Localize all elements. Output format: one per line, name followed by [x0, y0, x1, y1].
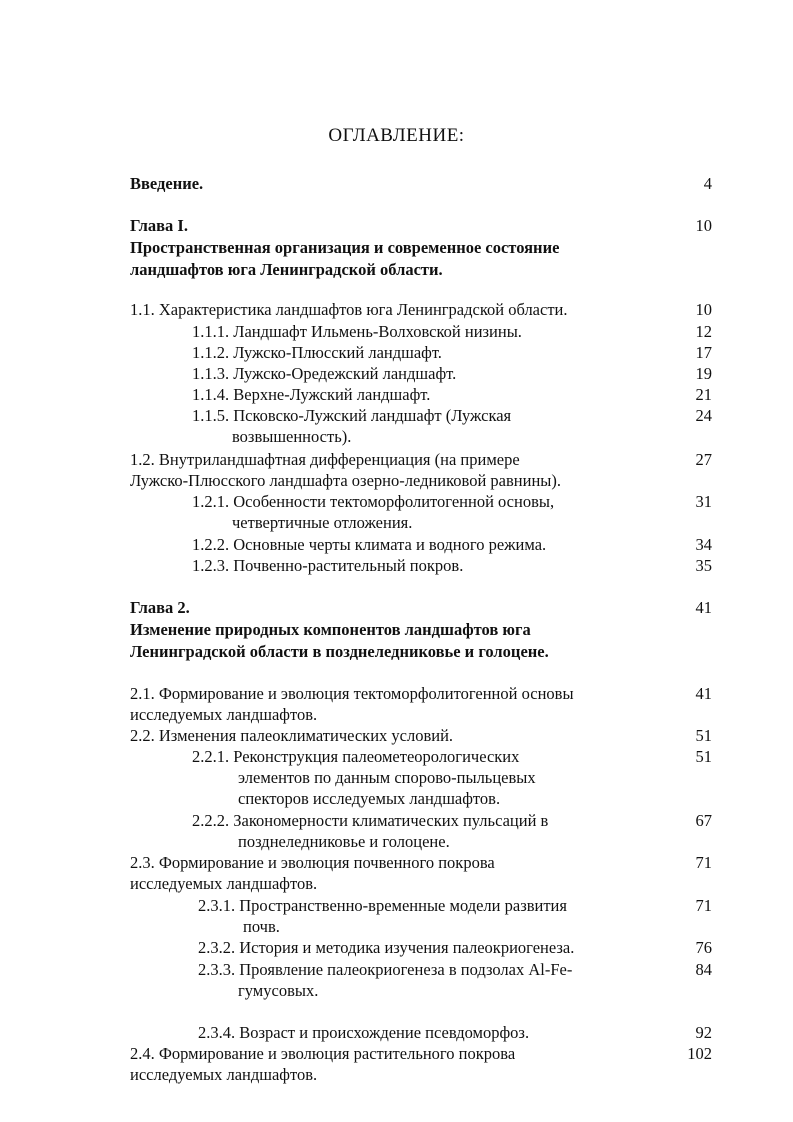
toc-page-number: 102 [687, 1044, 712, 1063]
toc-page-number: 24 [695, 406, 712, 425]
toc-entry-2-2-1-cont: элементов по данным спорово-пыльцевых [238, 768, 536, 787]
toc-chapter-2-title: Ленинградской области в позднеледниковье и голоцене. [130, 642, 549, 661]
toc-page-number: 35 [695, 556, 712, 575]
toc-page-number: 84 [695, 960, 712, 979]
toc-entry-2-2-1-cont: спекторов исследуемых ландшафтов. [238, 789, 501, 808]
toc-page-number: 19 [695, 364, 712, 383]
toc-page-number: 51 [695, 726, 712, 745]
toc-entry-2-1[interactable]: 2.1. Формирование и эволюция тектоморфолитогенной основы [130, 684, 574, 703]
toc-page-number: 67 [695, 811, 712, 830]
toc-chapter-1-heading[interactable]: Глава I. [130, 216, 188, 235]
toc-page-number: 27 [695, 450, 712, 469]
toc-entry-2-3[interactable]: 2.3. Формирование и эволюция почвенного покрова [130, 853, 495, 872]
toc-entry-1-2[interactable]: 1.2. Внутриландшафтная дифференциация (на примере [130, 450, 520, 469]
toc-entry-2-2-2[interactable]: 2.2.2. Закономерности климатических пульсаций в [192, 811, 549, 830]
toc-entry-2-2[interactable]: 2.2. Изменения палеоклиматических условий. [130, 726, 454, 745]
toc-entry-1-2-2[interactable]: 1.2.2. Основные черты климата и водного режима. [192, 535, 547, 554]
toc-entry-1-1-1[interactable]: 1.1.1. Ландшафт Ильмень-Волховской низины. [192, 322, 522, 341]
toc-entry-1-2-1[interactable]: 1.2.1. Особенности тектоморфолитогенной основы, [192, 492, 555, 511]
toc-entry-1-1-2[interactable]: 1.1.2. Лужско-Плюсский ландшафт. [192, 343, 442, 362]
toc-page-number: 10 [695, 216, 712, 235]
toc-entry-2-3-4[interactable]: 2.3.4. Возраст и происхождение псевдоморфоз. [198, 1023, 530, 1042]
toc-chapter-1-title: ландшафтов юга Ленинградской области. [130, 260, 443, 279]
toc-page-number: 12 [695, 322, 712, 341]
toc-entry-1-1-3[interactable]: 1.1.3. Лужско-Оредежский ландшафт. [192, 364, 457, 383]
toc-entry-2-3-cont: исследуемых ландшафтов. [130, 874, 318, 893]
toc-entry-2-3-1-cont: почв. [243, 917, 280, 936]
toc-entry-2-4[interactable]: 2.4. Формирование и эволюция растительного покрова [130, 1044, 516, 1063]
toc-chapter-2-heading[interactable]: Глава 2. [130, 598, 190, 617]
toc-entry-1-1-5-cont: возвышенность). [232, 427, 352, 446]
toc-page-number: 10 [695, 300, 712, 319]
toc-entry-1-1[interactable]: 1.1. Характеристика ландшафтов юга Ленинградской области. [130, 300, 568, 319]
toc-page-number: 17 [695, 343, 712, 362]
toc-entry-introduction[interactable]: Введение. [130, 174, 204, 193]
toc-page-number: 41 [695, 684, 712, 703]
toc-chapter-2-title: Изменение природных компонентов ландшафтов юга [130, 620, 531, 639]
toc-page-number: 41 [695, 598, 712, 617]
toc-entry-2-3-3-cont: гумусовых. [238, 981, 319, 1000]
toc-entry-2-3-3[interactable]: 2.3.3. Проявление палеокриогенеза в подзолах Al-Fe- [198, 960, 573, 979]
toc-page-number: 21 [695, 385, 712, 404]
toc-page-number: 4 [703, 174, 712, 193]
toc-page-number: 71 [695, 896, 712, 915]
toc-page-number: 34 [695, 535, 712, 554]
toc-title: ОГЛАВЛЕНИЕ: [328, 125, 465, 146]
toc-page-number: 31 [695, 492, 712, 511]
toc-entry-1-2-3[interactable]: 1.2.3. Почвенно-растительный покров. [192, 556, 464, 575]
toc-entry-2-2-2-cont: позднеледниковье и голоцене. [238, 832, 450, 851]
toc-page-number: 71 [695, 853, 712, 872]
toc-entry-1-1-4[interactable]: 1.1.4. Верхне-Лужский ландшафт. [192, 385, 431, 404]
toc-entry-2-1-cont: исследуемых ландшафтов. [130, 705, 318, 724]
toc-entry-1-1-5[interactable]: 1.1.5. Псковско-Лужский ландшафт (Лужская [192, 406, 512, 425]
toc-page-number: 51 [695, 747, 712, 766]
toc-page-number: 92 [695, 1023, 712, 1042]
toc-entry-1-2-1-cont: четвертичные отложения. [232, 513, 413, 532]
toc-page-number: 76 [695, 938, 712, 957]
toc-entry-2-3-1[interactable]: 2.3.1. Пространственно-временные модели развития [198, 896, 567, 915]
toc-entry-2-3-2[interactable]: 2.3.2. История и методика изучения палеокриогенеза. [198, 938, 575, 957]
toc-entry-2-4-cont: исследуемых ландшафтов. [130, 1065, 318, 1084]
toc-chapter-1-title: Пространственная организация и современное состояние [130, 238, 560, 257]
toc-entry-2-2-1[interactable]: 2.2.1. Реконструкция палеометеорологических [192, 747, 520, 766]
toc-entry-1-2-cont: Лужско-Плюсского ландшафта озерно-ледниковой равнины). [130, 471, 561, 490]
